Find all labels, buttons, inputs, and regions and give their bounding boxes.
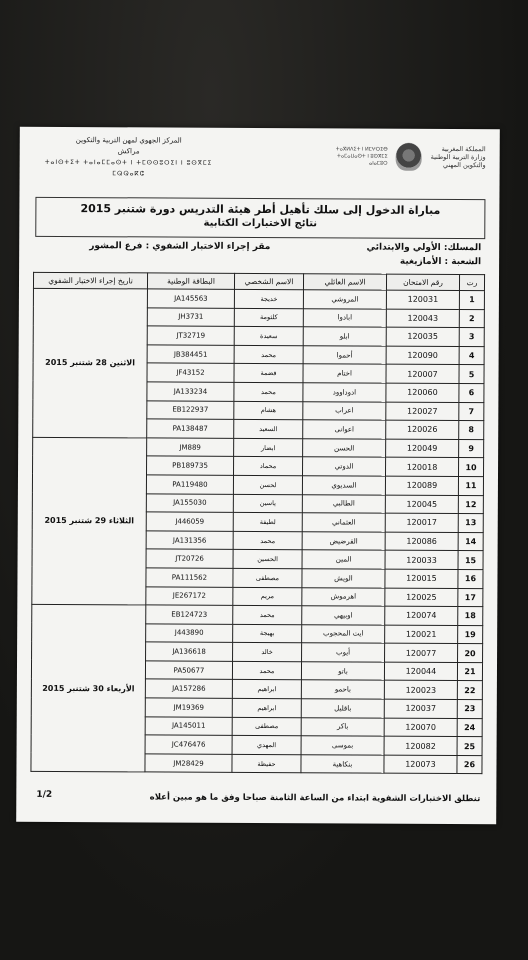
first-name-cell: سعيدة xyxy=(234,327,303,346)
first-name-cell: ابراهيم xyxy=(232,698,301,717)
col-header-national-id: البطاقة الوطنية xyxy=(147,273,234,289)
center-name: المركز الجهوي لمهن التربية والتكوين xyxy=(75,136,182,145)
rank-cell: 10 xyxy=(458,458,483,477)
exam-number-cell: 120090 xyxy=(386,346,459,365)
family-name-cell: ابادوا xyxy=(303,308,386,327)
exam-number-cell: 120049 xyxy=(386,439,459,458)
family-name-cell: باكر xyxy=(301,717,384,736)
first-name-cell: مصطفى xyxy=(232,717,301,736)
family-name-cell: المين xyxy=(302,550,385,569)
family-name-cell: الحسن xyxy=(303,438,386,457)
table-body xyxy=(31,288,485,774)
first-name-cell: كلثومة xyxy=(234,308,303,327)
first-name-cell: محمد xyxy=(233,531,302,550)
center-header xyxy=(34,135,224,180)
first-name-cell: السعيد xyxy=(234,420,303,439)
exam-number-cell: 120025 xyxy=(385,588,458,607)
first-name-cell: محماد xyxy=(234,457,303,476)
exam-number-cell: 120015 xyxy=(385,569,458,588)
rank-cell: 1 xyxy=(459,291,484,310)
venue-label: مقر إجراء الاختبار الشفوي : فرع المشور xyxy=(89,241,271,253)
exam-number-cell: 120089 xyxy=(385,476,458,495)
family-name-cell: الطالبي xyxy=(302,494,385,513)
exam-number-cell: 120031 xyxy=(386,290,459,309)
rank-cell: 5 xyxy=(459,365,484,384)
family-name-cell: المروشي xyxy=(303,290,386,309)
col-header-rank: رت xyxy=(459,275,484,291)
family-name-cell: أحموا xyxy=(303,346,386,365)
first-name-cell: الحسين xyxy=(233,550,302,569)
family-name-cell: اختام xyxy=(303,364,386,383)
coat-of-arms-icon xyxy=(396,143,422,171)
exam-number-cell: 120037 xyxy=(384,699,457,718)
national-id-cell: JM19369 xyxy=(145,698,232,717)
ministry-tifinagh: ⵜⴰⴳⵍⴷⵉⵜ ⵏ ⵍⵎⵖⵔⵉⴱ ⵜⴰⵎⴰⵡⴰⵙⵜ ⵏ ⵓⵙⴳⵎⵉ ⴰⵏⴰⵎⵓⵔ xyxy=(335,146,388,167)
rank-cell: 17 xyxy=(458,588,483,607)
table-row xyxy=(33,288,484,309)
exam-number-cell: 120045 xyxy=(385,495,458,514)
rank-cell: 16 xyxy=(458,569,483,588)
oral-date-cell: الاثنين 28 شتنبر 2015 xyxy=(33,288,148,437)
national-id-cell: JF43152 xyxy=(147,363,234,382)
family-name-cell: باقليل xyxy=(301,699,384,718)
family-name-cell: ادوداوود xyxy=(303,383,386,402)
family-name-cell: باحمو xyxy=(301,680,384,699)
family-name-cell: السديوي xyxy=(302,476,385,495)
family-name-cell: العثماني xyxy=(302,513,385,532)
national-id-cell: JT32719 xyxy=(147,326,234,345)
footer-note: تنطلق الاختبارات الشفوية ابتداء من الساعة الثامنة صباحا وفق ما هو مبين أعلاه xyxy=(149,792,481,805)
rank-cell: 15 xyxy=(458,551,483,570)
first-name-cell: ابضار xyxy=(234,438,303,457)
national-id-cell: JC476476 xyxy=(145,735,232,754)
first-name-cell: محمد xyxy=(234,345,303,364)
center-tifinagh-city: ⵎⵕⵕⴰⴽⵛ xyxy=(112,170,145,178)
exam-number-cell: 120021 xyxy=(385,625,458,644)
family-name-cell: القرضيض xyxy=(302,531,385,550)
first-name-cell: محمد xyxy=(233,605,302,624)
first-name-cell: ابراهيم xyxy=(232,680,301,699)
national-id-cell: EB122937 xyxy=(147,400,234,419)
exam-number-cell: 120086 xyxy=(385,532,458,551)
rank-cell: 11 xyxy=(458,476,483,495)
national-id-cell: PB189735 xyxy=(147,456,234,475)
national-id-cell: J446059 xyxy=(146,512,233,531)
national-id-cell: JA131356 xyxy=(146,531,233,550)
family-name-cell: بنكاهية xyxy=(301,755,384,774)
national-id-cell: JA157286 xyxy=(145,679,232,698)
oral-date-cell: الأربعاء 30 شتنبر 2015 xyxy=(31,604,146,772)
family-name-cell: الويش xyxy=(302,569,385,588)
title-box xyxy=(35,197,485,239)
rank-cell: 20 xyxy=(458,644,483,663)
results-subtitle: نتائج الاختبارات الكتابية xyxy=(203,217,318,230)
exam-number-cell: 120023 xyxy=(384,681,457,700)
family-name-cell: الدوتي xyxy=(302,457,385,476)
col-header-family-name: الاسم العائلي xyxy=(303,274,386,290)
national-id-cell: JE267172 xyxy=(146,586,233,605)
national-id-cell: JA155030 xyxy=(146,493,233,512)
rank-cell: 3 xyxy=(459,328,484,347)
exam-number-cell: 120082 xyxy=(384,736,457,755)
rank-cell: 6 xyxy=(459,384,484,403)
exam-number-cell: 120044 xyxy=(384,662,457,681)
first-name-cell: بهيجة xyxy=(233,624,302,643)
page-number: 1/2 xyxy=(36,789,53,800)
exam-number-cell: 120035 xyxy=(386,327,459,346)
rank-cell: 13 xyxy=(458,514,483,533)
first-name-cell: ياسين xyxy=(233,494,302,513)
exam-number-cell: 120043 xyxy=(386,309,459,328)
first-name-cell: حفيظة xyxy=(232,754,301,773)
rank-cell: 4 xyxy=(459,346,484,365)
exam-number-cell: 120060 xyxy=(386,383,459,402)
rank-cell: 9 xyxy=(459,439,484,458)
rank-cell: 8 xyxy=(459,421,484,440)
rank-cell: 19 xyxy=(458,625,483,644)
col-header-first-name: الاسم الشخصي xyxy=(234,273,303,289)
first-name-cell: المهدي xyxy=(232,736,301,755)
national-id-cell: JA136618 xyxy=(146,642,233,661)
first-name-cell: فضمة xyxy=(234,364,303,383)
first-name-cell: خالد xyxy=(233,643,302,662)
national-id-cell: PA138487 xyxy=(147,419,234,438)
national-id-cell: JH3731 xyxy=(147,308,234,327)
rank-cell: 21 xyxy=(457,662,482,681)
branch-label: الشعبة : الأمازيغية xyxy=(399,256,482,268)
rank-cell: 2 xyxy=(459,309,484,328)
exam-number-cell: 120074 xyxy=(385,606,458,625)
national-id-cell: JA145563 xyxy=(147,289,234,308)
exam-number-cell: 120073 xyxy=(384,755,457,774)
table-row xyxy=(32,604,483,625)
results-table xyxy=(30,272,485,775)
col-header-oral-date: تاريخ إجراء الاختبار الشفوي xyxy=(33,272,147,289)
first-name-cell: مريم xyxy=(233,587,302,606)
rank-cell: 7 xyxy=(459,402,484,421)
rank-cell: 12 xyxy=(458,495,483,514)
exam-number-cell: 120018 xyxy=(385,458,458,477)
national-id-cell: PA119480 xyxy=(146,475,233,494)
family-name-cell: ايت المحجوب xyxy=(302,624,385,643)
national-id-cell: PA111562 xyxy=(146,568,233,587)
oral-date-cell: الثلاثاء 29 شتنبر 2015 xyxy=(32,437,147,605)
rank-cell: 23 xyxy=(457,700,482,719)
exam-number-cell: 120070 xyxy=(384,718,457,737)
table-row xyxy=(33,437,484,458)
track-label: المسلك: الأولي والابتدائي xyxy=(366,242,482,254)
center-tifinagh: ⵜⴰⵏⵙⵜⵉⵜ ⵜⴰⵏⴰⵎⵎⴰⵙⵜ ⵏ ⵜⵎⵙⵙⵓⵔⵉⵏ ⵏ ⵓⵙⴳⵎⵉ xyxy=(44,158,213,167)
family-name-cell: اعراب xyxy=(303,401,386,420)
family-name-cell: أيوب xyxy=(302,643,385,662)
document-page xyxy=(16,127,500,825)
national-id-cell: JA133234 xyxy=(147,382,234,401)
first-name-cell: لحسن xyxy=(233,475,302,494)
exam-number-cell: 120077 xyxy=(385,643,458,662)
national-id-cell: J443890 xyxy=(146,624,233,643)
center-city: مراكش xyxy=(117,147,140,156)
exam-number-cell: 120007 xyxy=(386,365,459,384)
family-name-cell: ابلو xyxy=(303,327,386,346)
exam-title: مباراة الدخول إلى سلك تأهيل أطر هيئة التدريس دورة شتنبر 2015 xyxy=(80,202,441,217)
rank-cell: 14 xyxy=(458,532,483,551)
national-id-cell: JB384451 xyxy=(147,345,234,364)
exam-number-cell: 120033 xyxy=(385,550,458,569)
family-name-cell: بموسى xyxy=(301,736,384,755)
national-id-cell: PA50677 xyxy=(145,661,232,680)
rank-cell: 18 xyxy=(458,607,483,626)
family-name-cell: اهرموش xyxy=(302,587,385,606)
first-name-cell: هشام xyxy=(234,401,303,420)
exam-number-cell: 120026 xyxy=(386,420,459,439)
exam-number-cell: 120017 xyxy=(385,513,458,532)
ministry-name: المملكة المغربية وزارة التربية الوطنية والتكوين المهني xyxy=(430,144,486,170)
col-header-exam-number: رقم الامتحان xyxy=(386,274,459,290)
exam-number-cell: 120027 xyxy=(386,402,459,421)
family-name-cell: اعوانى xyxy=(303,420,386,439)
rank-cell: 22 xyxy=(457,681,482,700)
ministry-header xyxy=(316,136,486,179)
first-name-cell: خديجة xyxy=(234,289,303,308)
national-id-cell: EB124723 xyxy=(146,605,233,624)
family-name-cell: باتو xyxy=(301,662,384,681)
national-id-cell: JM28429 xyxy=(145,754,232,773)
first-name-cell: محمد xyxy=(232,661,301,680)
first-name-cell: محمد xyxy=(234,382,303,401)
national-id-cell: JT20726 xyxy=(146,549,233,568)
family-name-cell: اوبيهي xyxy=(302,606,385,625)
rank-cell: 26 xyxy=(457,755,482,774)
national-id-cell: JM889 xyxy=(147,438,234,457)
national-id-cell: JA145011 xyxy=(145,717,232,736)
rank-cell: 25 xyxy=(457,737,482,756)
first-name-cell: مصطفى xyxy=(233,568,302,587)
first-name-cell: لطيفة xyxy=(233,512,302,531)
rank-cell: 24 xyxy=(457,718,482,737)
